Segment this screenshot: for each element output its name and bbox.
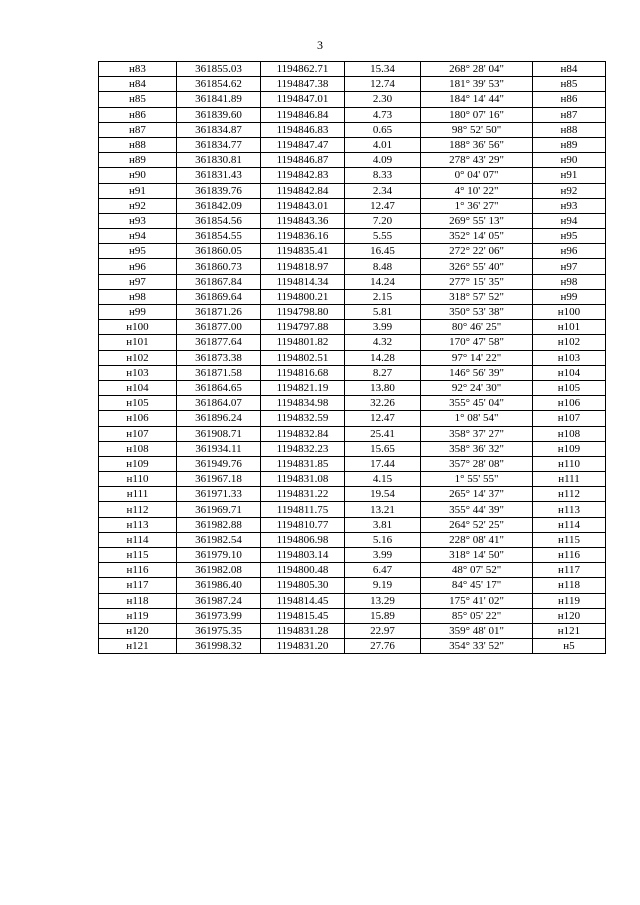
point-from-cell: н86 xyxy=(99,107,177,122)
coord-y-cell: 1194803.14 xyxy=(261,548,345,563)
coord-x-cell: 361979.10 xyxy=(177,548,261,563)
direction-angle-cell: 357° 28' 08" xyxy=(421,456,533,471)
distance-cell: 3.99 xyxy=(345,548,421,563)
direction-angle-cell: 1° 36' 27" xyxy=(421,198,533,213)
table-row xyxy=(99,623,606,638)
point-to-cell: н119 xyxy=(533,593,606,608)
point-to-cell: н104 xyxy=(533,365,606,380)
direction-angle-cell: 80° 46' 25" xyxy=(421,320,533,335)
distance-cell: 25.41 xyxy=(345,426,421,441)
point-from-cell: н112 xyxy=(99,502,177,517)
table-row xyxy=(99,426,606,441)
distance-cell: 2.34 xyxy=(345,183,421,198)
distance-cell: 5.16 xyxy=(345,532,421,547)
coord-y-cell: 1194806.98 xyxy=(261,532,345,547)
coord-x-cell: 361869.64 xyxy=(177,289,261,304)
point-to-cell: н114 xyxy=(533,517,606,532)
point-from-cell: н102 xyxy=(99,350,177,365)
coord-y-cell: 1194847.47 xyxy=(261,137,345,152)
direction-angle-cell: 272° 22' 06" xyxy=(421,244,533,259)
coord-x-cell: 361855.03 xyxy=(177,62,261,77)
coord-x-cell: 361982.88 xyxy=(177,517,261,532)
point-to-cell: н112 xyxy=(533,487,606,502)
point-to-cell: н85 xyxy=(533,77,606,92)
point-to-cell: н92 xyxy=(533,183,606,198)
coord-y-cell: 1194846.83 xyxy=(261,122,345,137)
coord-y-cell: 1194800.21 xyxy=(261,289,345,304)
distance-cell: 4.32 xyxy=(345,335,421,350)
coord-x-cell: 361873.38 xyxy=(177,350,261,365)
point-to-cell: н121 xyxy=(533,623,606,638)
coord-y-cell: 1194814.34 xyxy=(261,274,345,289)
coord-x-cell: 361982.54 xyxy=(177,532,261,547)
point-to-cell: н111 xyxy=(533,472,606,487)
point-from-cell: н106 xyxy=(99,411,177,426)
point-from-cell: н114 xyxy=(99,532,177,547)
point-from-cell: н99 xyxy=(99,305,177,320)
coord-y-cell: 1194814.45 xyxy=(261,593,345,608)
point-to-cell: н87 xyxy=(533,107,606,122)
coord-x-cell: 361839.60 xyxy=(177,107,261,122)
distance-cell: 15.89 xyxy=(345,608,421,623)
distance-cell: 9.19 xyxy=(345,578,421,593)
table-row xyxy=(99,153,606,168)
coord-x-cell: 361854.62 xyxy=(177,77,261,92)
table-row xyxy=(99,77,606,92)
direction-angle-cell: 358° 36' 32" xyxy=(421,441,533,456)
coord-x-cell: 361864.65 xyxy=(177,380,261,395)
direction-angle-cell: 180° 07' 16" xyxy=(421,107,533,122)
table-row xyxy=(99,168,606,183)
coord-x-cell: 361949.76 xyxy=(177,456,261,471)
table-row xyxy=(99,593,606,608)
distance-cell: 8.33 xyxy=(345,168,421,183)
point-from-cell: н110 xyxy=(99,472,177,487)
table-row xyxy=(99,517,606,532)
table-row xyxy=(99,107,606,122)
point-from-cell: н101 xyxy=(99,335,177,350)
coord-x-cell: 361986.40 xyxy=(177,578,261,593)
direction-angle-cell: 264° 52' 25" xyxy=(421,517,533,532)
coord-x-cell: 361871.58 xyxy=(177,365,261,380)
coord-x-cell: 361860.05 xyxy=(177,244,261,259)
point-to-cell: н109 xyxy=(533,441,606,456)
point-from-cell: н103 xyxy=(99,365,177,380)
table-row xyxy=(99,548,606,563)
coord-y-cell: 1194831.20 xyxy=(261,639,345,654)
distance-cell: 12.74 xyxy=(345,77,421,92)
point-to-cell: н90 xyxy=(533,153,606,168)
direction-angle-cell: 352° 14' 05" xyxy=(421,229,533,244)
coord-y-cell: 1194836.16 xyxy=(261,229,345,244)
coord-y-cell: 1194805.30 xyxy=(261,578,345,593)
table-row xyxy=(99,396,606,411)
coord-y-cell: 1194800.48 xyxy=(261,563,345,578)
point-to-cell: н5 xyxy=(533,639,606,654)
coordinates-table xyxy=(98,61,606,654)
table-row xyxy=(99,487,606,502)
point-from-cell: н117 xyxy=(99,578,177,593)
direction-angle-cell: 85° 05' 22" xyxy=(421,608,533,623)
point-from-cell: н104 xyxy=(99,380,177,395)
direction-angle-cell: 188° 36' 56" xyxy=(421,137,533,152)
direction-angle-cell: 97° 14' 22" xyxy=(421,350,533,365)
direction-angle-cell: 354° 33' 52" xyxy=(421,639,533,654)
coord-x-cell: 361860.73 xyxy=(177,259,261,274)
point-to-cell: н113 xyxy=(533,502,606,517)
coord-x-cell: 361877.64 xyxy=(177,335,261,350)
coord-x-cell: 361908.71 xyxy=(177,426,261,441)
table-row xyxy=(99,411,606,426)
coord-x-cell: 361871.26 xyxy=(177,305,261,320)
coord-y-cell: 1194797.88 xyxy=(261,320,345,335)
distance-cell: 8.27 xyxy=(345,365,421,380)
point-from-cell: н111 xyxy=(99,487,177,502)
coord-y-cell: 1194847.01 xyxy=(261,92,345,107)
table-row xyxy=(99,198,606,213)
point-from-cell: н119 xyxy=(99,608,177,623)
point-to-cell: н88 xyxy=(533,122,606,137)
table-row xyxy=(99,350,606,365)
table-row xyxy=(99,213,606,228)
distance-cell: 4.73 xyxy=(345,107,421,122)
direction-angle-cell: 355° 44' 39" xyxy=(421,502,533,517)
point-from-cell: н83 xyxy=(99,62,177,77)
coord-x-cell: 361831.43 xyxy=(177,168,261,183)
distance-cell: 2.15 xyxy=(345,289,421,304)
coord-y-cell: 1194810.77 xyxy=(261,517,345,532)
point-to-cell: н98 xyxy=(533,274,606,289)
coord-x-cell: 361854.55 xyxy=(177,229,261,244)
coord-x-cell: 361854.56 xyxy=(177,213,261,228)
point-from-cell: н93 xyxy=(99,213,177,228)
distance-cell: 13.29 xyxy=(345,593,421,608)
coord-y-cell: 1194842.83 xyxy=(261,168,345,183)
direction-angle-cell: 318° 14' 50" xyxy=(421,548,533,563)
distance-cell: 4.01 xyxy=(345,137,421,152)
coord-x-cell: 361834.77 xyxy=(177,137,261,152)
coord-x-cell: 361934.11 xyxy=(177,441,261,456)
table-row xyxy=(99,502,606,517)
distance-cell: 12.47 xyxy=(345,411,421,426)
direction-angle-cell: 48° 07' 52" xyxy=(421,563,533,578)
coord-x-cell: 361975.35 xyxy=(177,623,261,638)
coord-y-cell: 1194816.68 xyxy=(261,365,345,380)
direction-angle-cell: 98° 52' 50" xyxy=(421,122,533,137)
table-row xyxy=(99,472,606,487)
table-row xyxy=(99,320,606,335)
table-row xyxy=(99,183,606,198)
distance-cell: 17.44 xyxy=(345,456,421,471)
point-from-cell: н89 xyxy=(99,153,177,168)
coord-x-cell: 361969.71 xyxy=(177,502,261,517)
point-to-cell: н105 xyxy=(533,380,606,395)
table-row xyxy=(99,532,606,547)
coord-y-cell: 1194801.82 xyxy=(261,335,345,350)
coord-y-cell: 1194832.84 xyxy=(261,426,345,441)
direction-angle-cell: 84° 45' 17" xyxy=(421,578,533,593)
point-to-cell: н118 xyxy=(533,578,606,593)
point-to-cell: н120 xyxy=(533,608,606,623)
coord-y-cell: 1194798.80 xyxy=(261,305,345,320)
distance-cell: 14.24 xyxy=(345,274,421,289)
distance-cell: 5.81 xyxy=(345,305,421,320)
direction-angle-cell: 269° 55' 13" xyxy=(421,213,533,228)
table-row xyxy=(99,259,606,274)
point-to-cell: н97 xyxy=(533,259,606,274)
table-row xyxy=(99,305,606,320)
point-from-cell: н97 xyxy=(99,274,177,289)
coord-y-cell: 1194811.75 xyxy=(261,502,345,517)
point-to-cell: н116 xyxy=(533,548,606,563)
point-to-cell: н96 xyxy=(533,244,606,259)
distance-cell: 4.15 xyxy=(345,472,421,487)
coord-y-cell: 1194843.01 xyxy=(261,198,345,213)
point-to-cell: н110 xyxy=(533,456,606,471)
point-to-cell: н107 xyxy=(533,411,606,426)
table-row xyxy=(99,365,606,380)
point-from-cell: н94 xyxy=(99,229,177,244)
coord-y-cell: 1194835.41 xyxy=(261,244,345,259)
coord-x-cell: 361971.33 xyxy=(177,487,261,502)
table-row xyxy=(99,335,606,350)
point-to-cell: н101 xyxy=(533,320,606,335)
distance-cell: 0.65 xyxy=(345,122,421,137)
point-to-cell: н84 xyxy=(533,62,606,77)
table-row xyxy=(99,274,606,289)
point-from-cell: н105 xyxy=(99,396,177,411)
direction-angle-cell: 1° 08' 54" xyxy=(421,411,533,426)
coord-x-cell: 361877.00 xyxy=(177,320,261,335)
table-row xyxy=(99,289,606,304)
table-row xyxy=(99,639,606,654)
point-from-cell: н108 xyxy=(99,441,177,456)
direction-angle-cell: 350° 53' 38" xyxy=(421,305,533,320)
direction-angle-cell: 358° 37' 27" xyxy=(421,426,533,441)
point-from-cell: н88 xyxy=(99,137,177,152)
coord-y-cell: 1194862.71 xyxy=(261,62,345,77)
point-to-cell: н95 xyxy=(533,229,606,244)
point-from-cell: н113 xyxy=(99,517,177,532)
direction-angle-cell: 4° 10' 22" xyxy=(421,183,533,198)
point-from-cell: н95 xyxy=(99,244,177,259)
coord-y-cell: 1194831.08 xyxy=(261,472,345,487)
distance-cell: 32.26 xyxy=(345,396,421,411)
coord-x-cell: 361982.08 xyxy=(177,563,261,578)
point-to-cell: н99 xyxy=(533,289,606,304)
point-from-cell: н121 xyxy=(99,639,177,654)
direction-angle-cell: 278° 43' 29" xyxy=(421,153,533,168)
direction-angle-cell: 1° 55' 55" xyxy=(421,472,533,487)
direction-angle-cell: 326° 55' 40" xyxy=(421,259,533,274)
point-to-cell: н108 xyxy=(533,426,606,441)
coord-y-cell: 1194831.28 xyxy=(261,623,345,638)
table-row xyxy=(99,122,606,137)
distance-cell: 14.28 xyxy=(345,350,421,365)
page-number: 3 xyxy=(317,38,323,52)
direction-angle-cell: 92° 24' 30" xyxy=(421,380,533,395)
table-row xyxy=(99,380,606,395)
point-to-cell: н103 xyxy=(533,350,606,365)
table-row xyxy=(99,563,606,578)
coord-y-cell: 1194846.84 xyxy=(261,107,345,122)
point-from-cell: н109 xyxy=(99,456,177,471)
direction-angle-cell: 355° 45' 04" xyxy=(421,396,533,411)
table-row xyxy=(99,137,606,152)
distance-cell: 13.80 xyxy=(345,380,421,395)
point-from-cell: н100 xyxy=(99,320,177,335)
direction-angle-cell: 359° 48' 01" xyxy=(421,623,533,638)
point-from-cell: н107 xyxy=(99,426,177,441)
coord-x-cell: 361864.07 xyxy=(177,396,261,411)
coord-x-cell: 361839.76 xyxy=(177,183,261,198)
table-row xyxy=(99,441,606,456)
distance-cell: 27.76 xyxy=(345,639,421,654)
point-from-cell: н90 xyxy=(99,168,177,183)
table-row xyxy=(99,578,606,593)
distance-cell: 19.54 xyxy=(345,487,421,502)
point-to-cell: н106 xyxy=(533,396,606,411)
coord-y-cell: 1194832.59 xyxy=(261,411,345,426)
direction-angle-cell: 184° 14' 44" xyxy=(421,92,533,107)
direction-angle-cell: 170° 47' 58" xyxy=(421,335,533,350)
direction-angle-cell: 0° 04' 07" xyxy=(421,168,533,183)
point-from-cell: н85 xyxy=(99,92,177,107)
coord-x-cell: 361842.09 xyxy=(177,198,261,213)
coord-x-cell: 361834.87 xyxy=(177,122,261,137)
coord-y-cell: 1194815.45 xyxy=(261,608,345,623)
distance-cell: 22.97 xyxy=(345,623,421,638)
direction-angle-cell: 277° 15' 35" xyxy=(421,274,533,289)
direction-angle-cell: 146° 56' 39" xyxy=(421,365,533,380)
coord-y-cell: 1194821.19 xyxy=(261,380,345,395)
table-row xyxy=(99,92,606,107)
point-to-cell: н94 xyxy=(533,213,606,228)
point-from-cell: н96 xyxy=(99,259,177,274)
coord-y-cell: 1194847.38 xyxy=(261,77,345,92)
distance-cell: 3.99 xyxy=(345,320,421,335)
point-from-cell: н92 xyxy=(99,198,177,213)
point-to-cell: н89 xyxy=(533,137,606,152)
coord-y-cell: 1194818.97 xyxy=(261,259,345,274)
distance-cell: 5.55 xyxy=(345,229,421,244)
coord-x-cell: 361896.24 xyxy=(177,411,261,426)
point-from-cell: н115 xyxy=(99,548,177,563)
point-from-cell: н87 xyxy=(99,122,177,137)
coord-x-cell: 361973.99 xyxy=(177,608,261,623)
point-to-cell: н86 xyxy=(533,92,606,107)
distance-cell: 13.21 xyxy=(345,502,421,517)
point-to-cell: н117 xyxy=(533,563,606,578)
coord-y-cell: 1194843.36 xyxy=(261,213,345,228)
table-row xyxy=(99,62,606,77)
direction-angle-cell: 318° 57' 52" xyxy=(421,289,533,304)
distance-cell: 16.45 xyxy=(345,244,421,259)
coord-y-cell: 1194832.23 xyxy=(261,441,345,456)
coord-y-cell: 1194831.22 xyxy=(261,487,345,502)
point-from-cell: н116 xyxy=(99,563,177,578)
coord-y-cell: 1194842.84 xyxy=(261,183,345,198)
coord-y-cell: 1194831.85 xyxy=(261,456,345,471)
direction-angle-cell: 265° 14' 37" xyxy=(421,487,533,502)
coord-x-cell: 361841.89 xyxy=(177,92,261,107)
table-row xyxy=(99,608,606,623)
coord-x-cell: 361967.18 xyxy=(177,472,261,487)
coord-x-cell: 361987.24 xyxy=(177,593,261,608)
table-row xyxy=(99,229,606,244)
direction-angle-cell: 175° 41' 02" xyxy=(421,593,533,608)
point-to-cell: н93 xyxy=(533,198,606,213)
direction-angle-cell: 181° 39' 53" xyxy=(421,77,533,92)
distance-cell: 15.65 xyxy=(345,441,421,456)
coord-y-cell: 1194802.51 xyxy=(261,350,345,365)
coord-x-cell: 361867.84 xyxy=(177,274,261,289)
direction-angle-cell: 228° 08' 41" xyxy=(421,532,533,547)
coord-y-cell: 1194834.98 xyxy=(261,396,345,411)
coordinates-table-body xyxy=(99,62,606,654)
distance-cell: 3.81 xyxy=(345,517,421,532)
distance-cell: 7.20 xyxy=(345,213,421,228)
coord-y-cell: 1194846.87 xyxy=(261,153,345,168)
point-to-cell: н115 xyxy=(533,532,606,547)
point-to-cell: н91 xyxy=(533,168,606,183)
table-row xyxy=(99,456,606,471)
distance-cell: 8.48 xyxy=(345,259,421,274)
direction-angle-cell: 268° 28' 04" xyxy=(421,62,533,77)
point-from-cell: н98 xyxy=(99,289,177,304)
distance-cell: 12.47 xyxy=(345,198,421,213)
coord-x-cell: 361830.81 xyxy=(177,153,261,168)
point-from-cell: н118 xyxy=(99,593,177,608)
point-to-cell: н102 xyxy=(533,335,606,350)
point-from-cell: н84 xyxy=(99,77,177,92)
point-from-cell: н120 xyxy=(99,623,177,638)
table-row xyxy=(99,244,606,259)
point-from-cell: н91 xyxy=(99,183,177,198)
distance-cell: 4.09 xyxy=(345,153,421,168)
coord-x-cell: 361998.32 xyxy=(177,639,261,654)
distance-cell: 6.47 xyxy=(345,563,421,578)
point-to-cell: н100 xyxy=(533,305,606,320)
distance-cell: 15.34 xyxy=(345,62,421,77)
distance-cell: 2.30 xyxy=(345,92,421,107)
